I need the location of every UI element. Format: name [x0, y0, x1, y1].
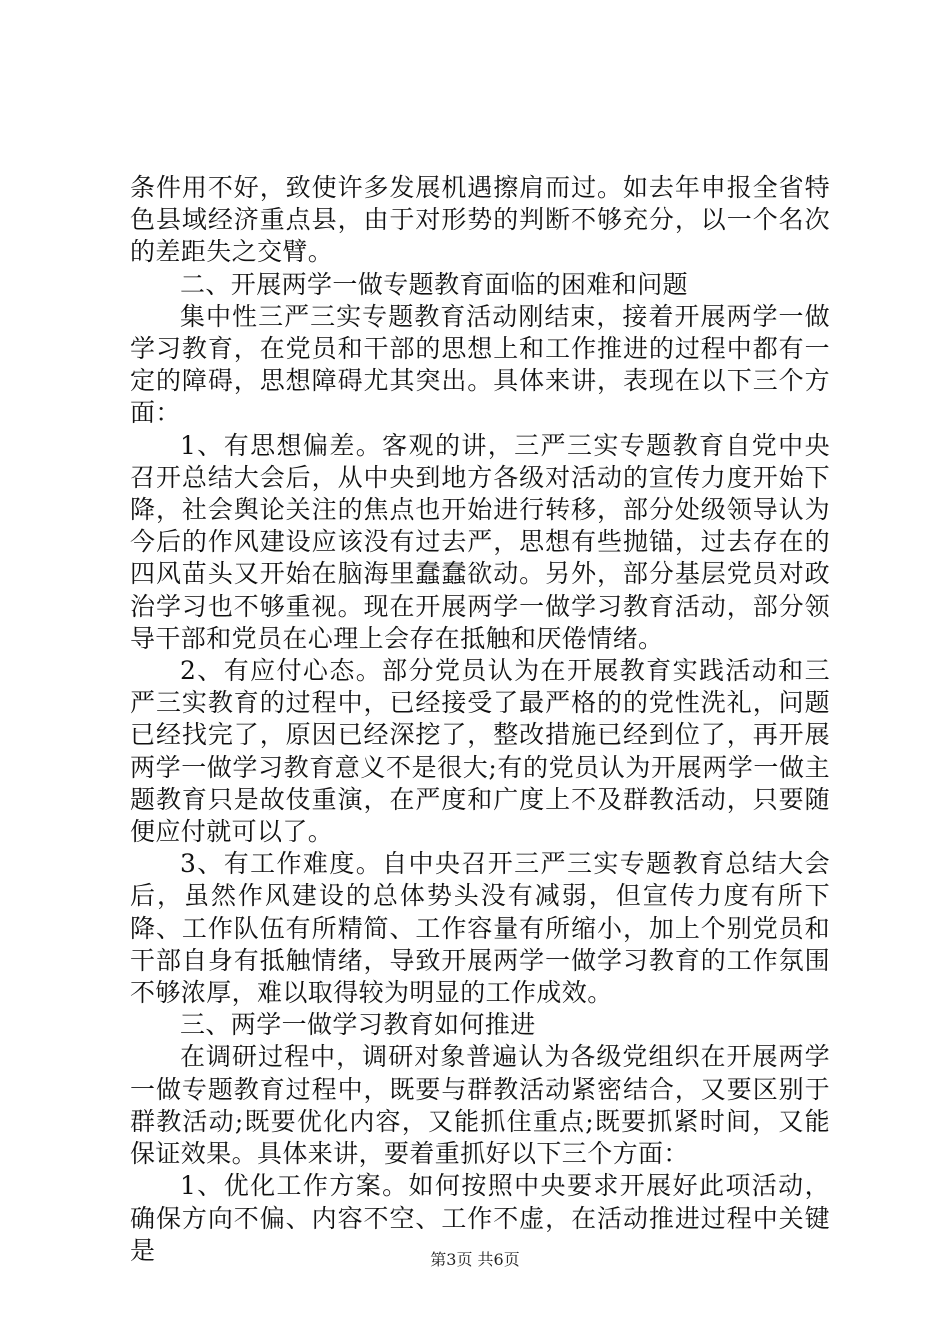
paragraph-point-3-difficulty: 3、有工作难度。自中央召开三严三实专题教育总结大会后，虽然作风建设的总体势头没有减弱，但宣传力度有所下降、工作队伍有所精简、工作容量有所缩小，加上个别党员和干部自身有抵触情绪，导致开展两学一做学习教育的工作氛围不够浓厚，难以取得较为明显的工作成效。: [130, 849, 830, 1008]
paragraph-intro-difficulties: 集中性三严三实专题教育活动刚结束，接着开展两学一做学习教育，在党员和干部的思想上和工作推进的过程中都有一定的障碍，思想障碍尤其突出。具体来讲，表现在以下三个方面：: [130, 301, 830, 428]
section-heading-2: 二、开展两学一做专题教育面临的困难和问题: [180, 269, 689, 299]
paragraph-point-1-plan: 1、优化工作方案。如何按照中央要求开展好此项活动，确保方向不偏、内容不空、工作不虚，在活动推进过程中关键是: [130, 1171, 830, 1265]
paragraph-intro-advance: 在调研过程中，调研对象普遍认为各级党组织在开展两学一做专题教育过程中，既要与群教活动紧密结合，又要区别于群教活动;既要优化内容，又能抓住重点;既要抓紧时间，又能保证效果。具体来讲，要着重抓好以下三个方面：: [130, 1042, 830, 1169]
paragraph-continuation: 条件用不好，致使许多发展机遇擦肩而过。如去年申报全省特色县域经济重点县，由于对形势的判断不够充分，以一个名次的差距失之交臂。: [130, 173, 830, 267]
document-body: [130, 172, 830, 1267]
paragraph-point-2-attitude: 2、有应付心态。部分党员认为在开展教育实践活动和三严三实教育的过程中，已经接受了最严格的的党性洗礼，问题已经找完了，原因已经深挖了，整改措施已经到位了，再开展两学一做学习教育意义不是很大;有的党员认为开展两学一做主题教育只是故伎重演，在严度和广度上不及群教活动，只要随便应付就可以了。: [130, 656, 830, 847]
section-heading-3: 三、两学一做学习教育如何推进: [180, 1010, 536, 1040]
paragraph-point-1-bias: 1、有思想偏差。客观的讲，三严三实专题教育自党中央召开总结大会后，从中央到地方各级对活动的宣传力度开始下降，社会舆论关注的焦点也开始进行转移，部分处级领导认为今后的作风建设应该没有过去严，思想有些抛锚，过去存在的四风苗头又开始在脑海里蠢蠢欲动。另外，部分基层党员对政治学习也不够重视。现在开展两学一做学习教育活动，部分领导干部和党员在心理上会存在抵触和厌倦情绪。: [130, 430, 830, 653]
page-number-footer: 第3页 共6页: [430, 1250, 520, 1269]
